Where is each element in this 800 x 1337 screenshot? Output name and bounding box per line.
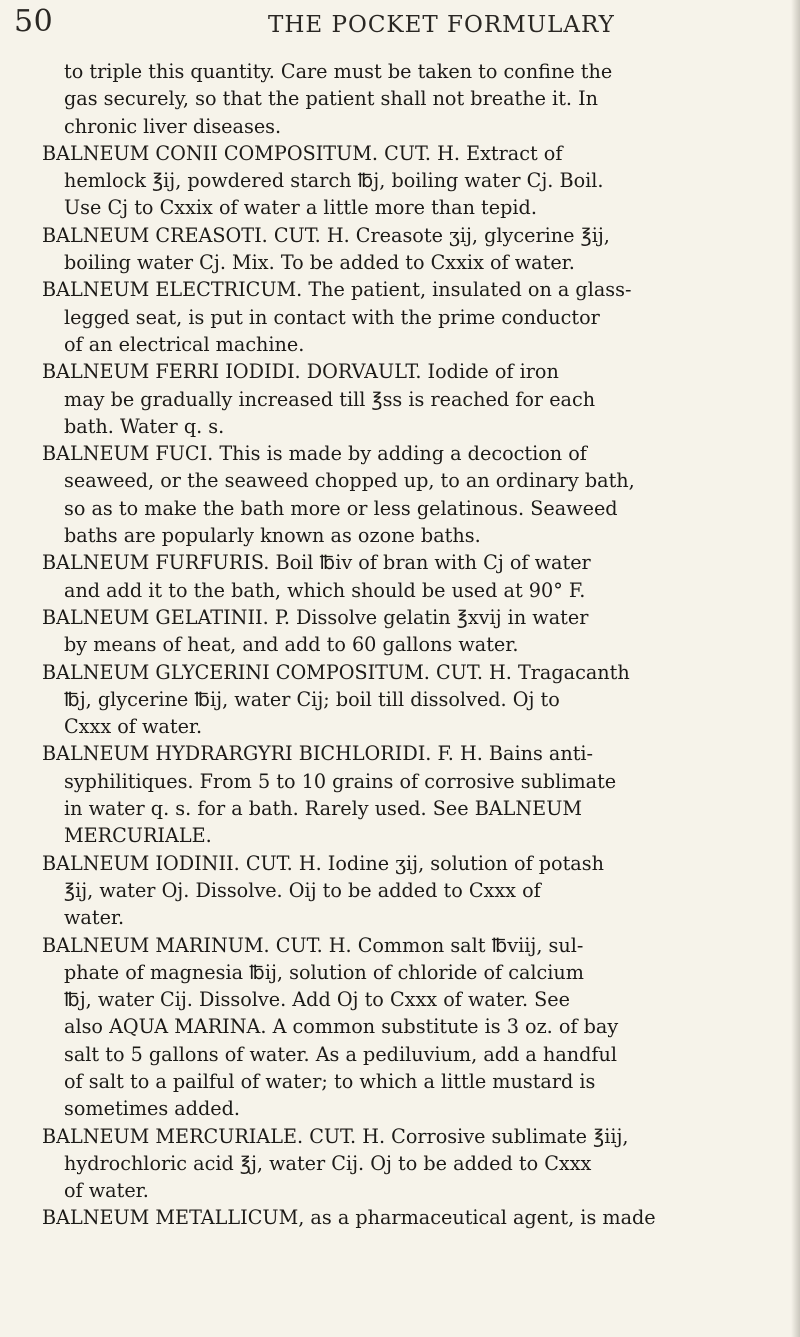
text-line: of water. bbox=[64, 1179, 149, 1203]
text-line: ℔j, water Cij. Dissolve. Add Oj to Cxxx of water. See bbox=[64, 988, 571, 1012]
text-line: BALNEUM GELATINII. P. Dissolve gelatin ℥xvij in water bbox=[42, 605, 589, 629]
page-edge-shadow bbox=[791, 0, 800, 1337]
text-line: hemlock ℥ij, powdered starch ℔j, boiling water Cj. Boil. bbox=[64, 169, 604, 193]
text-line: MERCURIALE. bbox=[64, 824, 212, 848]
text-line: sometimes added. bbox=[64, 1097, 241, 1121]
page-number: 50 bbox=[14, 4, 54, 39]
page-header bbox=[0, 4, 800, 44]
text-line: baths are popularly known as ozone baths. bbox=[64, 524, 481, 548]
text-line: seaweed, or the seaweed chopped up, to an ordinary bath, bbox=[64, 469, 635, 493]
text-line: BALNEUM CONII COMPOSITUM. CUT. H. Extract of bbox=[42, 141, 563, 165]
text-line: BALNEUM FERRI IODIDI. DORVAULT. Iodide of iron bbox=[42, 360, 559, 384]
text-line: also AQUA MARINA. A common substitute is 3 oz. of bay bbox=[64, 1015, 619, 1039]
text-line: phate of magnesia ℔ij, solution of chloride of calcium bbox=[64, 960, 584, 984]
text-line: of salt to a pailful of water; to which a little mustard is bbox=[64, 1069, 596, 1093]
body-text bbox=[42, 58, 790, 1232]
running-head: THE POCKET FORMULARY bbox=[268, 12, 615, 38]
text-line: salt to 5 gallons of water. As a pediluvium, add a handful bbox=[64, 1042, 617, 1066]
text-line: BALNEUM MERCURIALE. CUT. H. Corrosive sublimate ℥iij, bbox=[42, 1124, 629, 1148]
text-line: legged seat, is put in contact with the prime conductor bbox=[64, 305, 600, 329]
text-line: bath. Water q. s. bbox=[64, 414, 225, 438]
text-line: ℥ij, water Oj. Dissolve. Oij to be added to Cxxx of bbox=[64, 878, 541, 902]
text-line: chronic liver diseases. bbox=[64, 114, 282, 138]
text-line: gas securely, so that the patient shall not breathe it. In bbox=[64, 87, 599, 111]
text-line: ℔j, glycerine ℔ij, water Cij; boil till dissolved. Oj to bbox=[64, 687, 560, 711]
text-line: water. bbox=[64, 906, 125, 930]
text-line: of an electrical machine. bbox=[64, 332, 305, 356]
text-line: so as to make the bath more or less gelatinous. Seaweed bbox=[64, 496, 618, 520]
text-line: BALNEUM CREASOTI. CUT. H. Creasote ʒij, glycerine ℥ij, bbox=[42, 223, 610, 247]
text-line: in water q. s. for a bath. Rarely used. See BALNEUM bbox=[64, 797, 583, 821]
text-line: BALNEUM IODINII. CUT. H. Iodine ʒij, solution of potash bbox=[42, 851, 604, 875]
text-line: to triple this quantity. Care must be taken to confine the bbox=[64, 60, 613, 83]
text-line: BALNEUM GLYCERINI COMPOSITUM. CUT. H. Tragacanth bbox=[42, 660, 630, 684]
text-line: BALNEUM METALLICUM, as a pharmaceutical agent, is made bbox=[42, 1206, 656, 1230]
text-line: syphilitiques. From 5 to 10 grains of corrosive sublimate bbox=[64, 769, 617, 793]
text-line: may be gradually increased till ℥ss is reached for each bbox=[64, 387, 596, 411]
text-line: boiling water Cj. Mix. To be added to Cxxix of water. bbox=[64, 251, 575, 275]
text-line: and add it to the bath, which should be used at 90° F. bbox=[64, 578, 586, 602]
text-line: Use Cj to Cxxix of water a little more than tepid. bbox=[64, 196, 537, 220]
text-line: BALNEUM MARINUM. CUT. H. Common salt ℔viij, sul- bbox=[42, 933, 584, 957]
text-line: by means of heat, and add to 60 gallons water. bbox=[64, 633, 519, 657]
text-line: Cxxx of water. bbox=[64, 715, 203, 739]
text-line: BALNEUM HYDRARGYRI BICHLORIDI. F. H. Bains anti- bbox=[42, 742, 594, 766]
text-line: hydrochloric acid ℥j, water Cij. Oj to be added to Cxxx bbox=[64, 1151, 592, 1175]
text-line: BALNEUM FUCI. This is made by adding a decoction of bbox=[42, 442, 587, 466]
text-line: BALNEUM FURFURIS. Boil ℔iv of bran with Cj of water bbox=[42, 551, 591, 575]
text-line: BALNEUM ELECTRICUM. The patient, insulated on a glass- bbox=[42, 278, 632, 302]
